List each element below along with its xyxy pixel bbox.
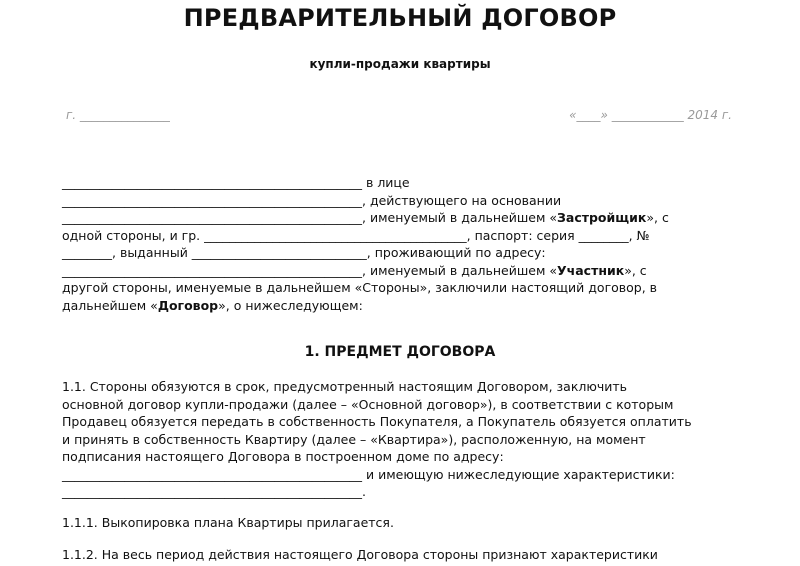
- parties-line: ________________________________________________, действующего на основании: [62, 192, 562, 208]
- clause-line: подписания настоящего Договора в построенном доме по адресу:: [62, 449, 504, 464]
- clause-1-1-2: 1.1.2. На весь период действия настоящего Договора стороны признают характеристики: [62, 547, 658, 562]
- clause-line: ________________________________________________ и имеющую нижеследующие характеристики:: [62, 466, 675, 482]
- parties-line: ________, выданный ____________________________, проживающий по адресу:: [62, 245, 546, 260]
- clause-1-1: [62, 378, 742, 501]
- parties-line: дальнейшем «Договор», о нижеследующем:: [62, 297, 363, 313]
- parties-line: другой стороны, именуемые в дальнейшем «Стороны», заключили настоящий договор, в: [62, 280, 658, 295]
- clause-line: основной договор купли-продажи (далее – «Основной договор»), в соответствии с которым: [62, 396, 674, 412]
- place-field: г. _______________: [66, 108, 170, 122]
- clause-line: Продавец обязуется передать в собственность Покупателя, а Покупатель обязуется оплатить: [62, 414, 692, 429]
- parties-line: ________________________________________________ в лице: [62, 175, 410, 190]
- contract-term: Договор: [157, 297, 219, 313]
- developer-term: Застройщик: [557, 210, 647, 225]
- parties-line: ________________________________________________, именуемый в дальнейшем «Застройщик», с: [62, 210, 669, 225]
- clause-1-1-1: 1.1.1. Выкопировка плана Квартиры прилагается.: [62, 515, 394, 530]
- document-title: ПРЕДВАРИТЕЛЬНЫЙ ДОГОВОР: [183, 4, 617, 32]
- parties-line: одной стороны, и гр. __________________________________________, паспорт: серия ________, №: [62, 227, 650, 243]
- date-field: «____» ____________ 2014 г.: [569, 108, 732, 122]
- clause-line: и принять в собственность Квартиру (далее – «Квартира»), расположенную, на момент: [62, 431, 646, 447]
- parties-line: ________________________________________________, именуемый в дальнейшем «Участник», с: [62, 262, 647, 278]
- section-heading: 1. ПРЕДМЕТ ДОГОВОРА: [304, 344, 496, 360]
- clause-line: 1.1. Стороны обязуются в срок, предусмотренный настоящим Договором, заключить: [62, 379, 628, 394]
- document-subtitle: купли-продажи квартиры: [309, 57, 491, 71]
- parties-block: [62, 174, 742, 314]
- participant-term: Участник: [557, 262, 625, 278]
- clause-line: ________________________________________________.: [62, 484, 366, 499]
